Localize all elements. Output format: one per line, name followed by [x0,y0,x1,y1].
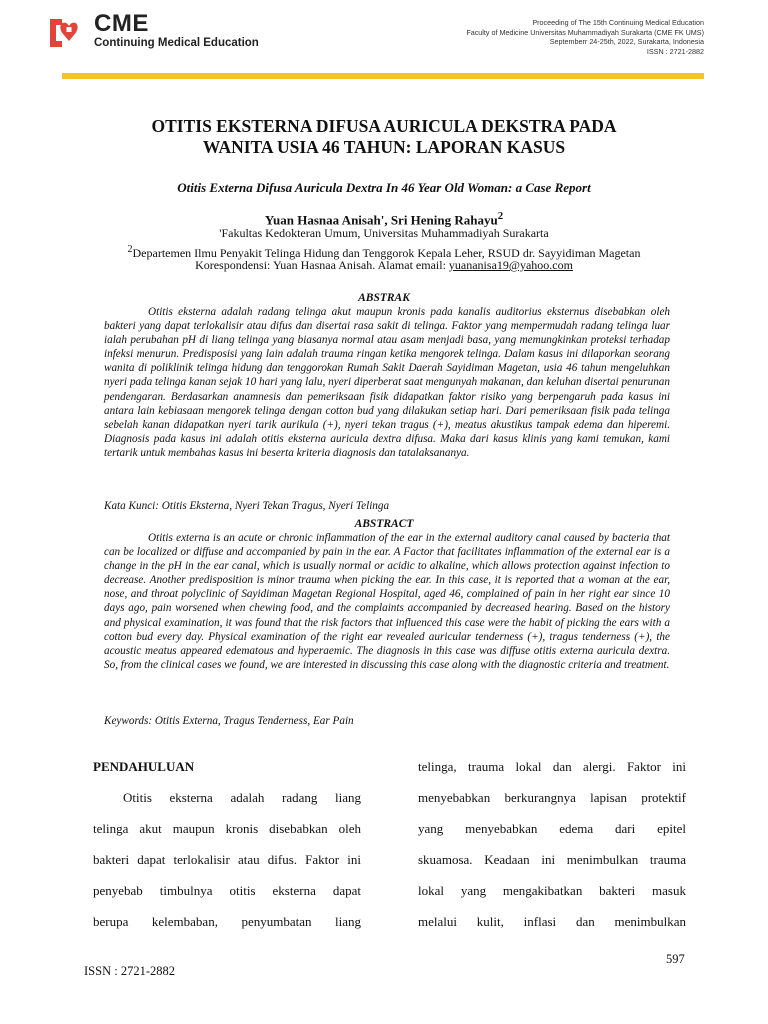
intro-line: lokal yang mengakibatkan bakteri masuk [418,883,686,898]
intro-line: melalui kulit, inflasi dan menimbulkan [418,914,686,929]
intro-line: bakteri dapat terlokalisir atau difus. Faktor ini [93,852,361,867]
paper-subtitle: Otitis Externa Difusa Auricula Dextra In 46 Year Old Woman: a Case Report [177,180,591,195]
intro-line: Otitis eksterna adalah radang liang [123,790,361,805]
intro-right-column [418,760,686,946]
intro-line: menyebabkan berkurangnya lapisan protektif [418,790,686,805]
title-line: WANITA USIA 46 TAHUN: LAPORAN KASUS [202,137,566,157]
logo-subtitle: Continuing Medical Education [94,37,259,49]
correspondence-text: Korespondensi: Yuan Hasnaa Anisah. Alamat email: [195,258,449,272]
intro-line: telinga, trauma lokal dan alergi. Faktor ini [418,759,686,774]
intro-line: yang menyebabkan edema dari epitel [418,821,686,836]
footer-issn: ISSN : 2721-2882 [84,964,175,978]
proceeding-line: Faculty of Medicine Universitas Muhammadiyah Surakarta (CME FK UMS) [466,27,704,37]
proceeding-line: Septemberr 24-25th, 2022, Surakarta, Indonesia [549,37,704,46]
affiliation-1: 'Fakultas Kedokteran Umum, Universitas Muhammadiyah Surakarta [219,226,549,240]
abstract-heading: ABSTRACT [354,518,414,530]
intro-line: skuamosa. Keadaan ini menimbulkan trauma [418,852,686,867]
keywords: Keywords: Otitis Externa, Tragus Tenderness, Ear Pain [104,715,354,727]
title-line: OTITIS EKSTERNA DIFUSA AURICULA DEKSTRA PADA [151,116,617,136]
author-superscript: 2 [497,210,504,222]
intro-line: telinga akut maupun kronis disebabkan oleh [93,821,361,836]
cme-logo-icon [42,13,88,53]
proceeding-info [364,18,704,56]
logo-title: CME [94,10,149,37]
header-rule [62,73,704,79]
affiliation-superscript: 2 [127,244,133,255]
abstrak-heading: ABSTRAK [358,292,410,304]
correspondence [90,258,678,273]
page-header [0,0,768,78]
paper-title [90,116,678,158]
intro-line: berupa kelembaban, penyumbatan liang [93,914,361,929]
intro-heading: PENDAHULUAN [93,759,195,774]
page-number: 597 [666,952,685,966]
author-names: Yuan Hasnaa Anisah', Sri Hening Rahayu [264,212,498,228]
email-link[interactable]: yuananisa19@yahoo.com [448,258,573,272]
affiliation-text: Departemen Ilmu Penyakit Telinga Hidung dan Tenggorok Kepala Leher, RSUD dr. Sayyidiman Magetan [132,246,641,260]
proceeding-line: ISSN : 2721-2882 [646,46,704,56]
kata-kunci: Kata Kunci: Otitis Eksterna, Nyeri Tekan Tragus, Nyeri Telinga [104,500,390,512]
abstrak-body: Otitis eksterna adalah radang telinga akut maupun kronis pada kanalis auditorius eksternus disebabkan oleh bakteri yang dapat terlokalisir atau difus dan disertai rasa sakit di telinga. Faktor yang mempermudah radang telinga luar ialah perubahan pH di liang telinga yang biasanya normal atau asam menjadi basa, yang memungkinkan proteksi terhadap infeksi menurun. Predisposisi yang lain adalah trauma ringan ketika mengorek telinga. Dalam kasus ini dilaporkan seorang wanita di poliklinik telinga hidung dan tenggorokan Rumah Sakit Daerah Sayidiman Magetan, usia 46 tahun mengeluhkan nyeri pada telinga kanan sejak 10 hari yang lalu, nyeri diperberat saat mengunyah makanan, dan keluhan disertai penurunan pendengaran. Berdasarkan anamnesis dan pemeriksaan fisik didapatkan faktor risiko yang berpengaruh pada kasus ini antara lain kebiasaan mengorek telinga dengan cotton bud yang dilakukan setiap hari. Dari pemeriksaan fisik pada telinga sebelah kanan didapatkan nyeri tarik aurikula (+), nyeri tekan tragus (+), meatus akustikus tampak edema dan hiperemi. Diagnosis pada kasus ini adalah otitis eksterna auricula dextra difusa. Maka dari kasus klinis yang kami temukan, kami tertarik untuk membahas kasus ini beserta kriteria diagnosis dan tatalaksananya. [104,306,670,459]
abstract-body: Otitis externa is an acute or chronic inflammation of the ear in the external auditory canal caused by bacteria that can be localized or diffuse and accompanied by pain in the ear. A Factor that facilitates inflammation of the external ear is a change in the pH in the ear canal, which is usually normal or acidic to alkaline, which allows protection against infection to decrease. Another predisposition is minor trauma when picking the ear. In this case, it is reported that a woman at the ear, nose, and throat polyclinic of Sayidiman Magetan Regional Hospital, aged 46, complained of pain in her right ear since 10 days ago, pain worsened when chewing food, and the complaints accompanied by decreased hearing. Based on the history and physical examination, it was found that the risk factors that influenced this case were the habit of picking the ears with a cotton bud every day. Physical examination of the right ear revealed auricular tenderness (+), tragus tenderness (+), the acoustic meatus appeared edematous and hyperaemic. The diagnosis in this case was diffuse otitis externa auricula dextra. So, from the clinical cases we found, we are interested in discussing this case along with the diagnostic criteria and treatment. [104,532,670,671]
intro-left-column [93,760,361,946]
intro-line: penyebab timbulnya otitis eksterna dapat [93,883,361,898]
proceeding-line: Proceeding of The 15th Continuing Medical Education [532,18,704,27]
